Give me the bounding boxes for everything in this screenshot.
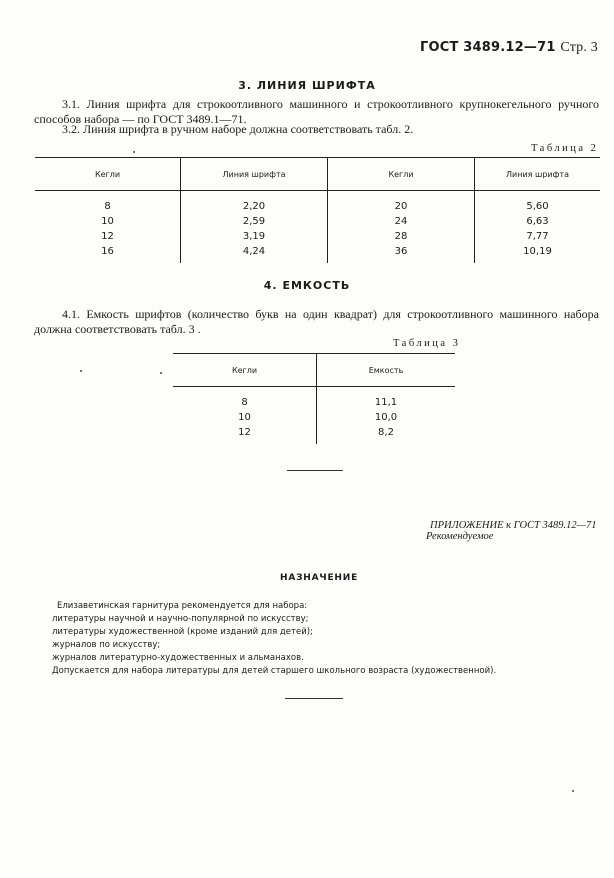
purpose-line: литературы художественной (кроме изданий для детей); [52,627,313,637]
table-cell: 16 [101,246,114,257]
table-row [35,244,600,263]
purpose-title: НАЗНАЧЕНИЕ [280,573,359,583]
table-cell: 11,1 [317,387,456,411]
table-cell: 6,63 [475,214,601,229]
purpose-line: журналов по искусству; [52,640,161,650]
scan-speck [160,372,162,374]
table-row [173,410,455,425]
table-2 [35,157,600,263]
purpose-line: Елизаветинская гарнитура рекомендуется для набора: [57,601,308,611]
table-3-caption: Таблица 3 [393,338,461,349]
table-cell: 4,24 [181,244,328,263]
column-header: Кегли [173,354,317,387]
section-4-title: 4. ЕМКОСТЬ [263,279,351,292]
table-cell: 2,20 [181,191,328,215]
table-row [173,425,455,444]
table-cell: 10,0 [317,410,456,425]
table-cell: 8,2 [317,425,456,444]
page-header [420,40,598,56]
scan-speck [572,790,574,792]
page-number: Стр. 3 [560,40,598,55]
column-header: Кегли [328,158,475,191]
table-cell: 5,60 [475,191,601,215]
table-cell: 3,19 [181,229,328,244]
table-cell: 12 [101,231,114,242]
table-cell: 20 [328,191,475,215]
table-row [35,214,600,229]
table-cell: 8 [104,201,111,212]
table-2-caption: Таблица 2 [531,143,599,154]
scan-speck [133,151,135,153]
separator-rule [285,698,343,699]
standard-number: ГОСТ 3489.12—71 [420,40,556,55]
table-2-header-row [35,158,600,191]
table-cell: 10,19 [475,244,601,263]
table-3 [173,353,455,444]
table-cell: 24 [328,214,475,229]
table-cell: 10 [101,216,114,227]
table-cell: 8 [241,397,248,408]
table-cell: 12 [238,427,251,438]
table-cell: 2,59 [181,214,328,229]
table-3-header-row [173,354,455,387]
purpose-line: литературы научной и научно-популярной по искусству; [52,614,309,624]
appendix-title: ПРИЛОЖЕНИЕ к ГОСТ 3489.12—71 [430,520,597,531]
column-header: Линия шрифта [181,158,328,191]
column-header: Емкость [317,354,456,387]
purpose-line: Допускается для набора литературы для детей старшего школьного возраста (художественной). [52,666,497,676]
section-3-paragraph-1: 3.1. Линия шрифта для строкоотливного машинного и строкоотливного крупнокегельного ручного способов набора — по ГОСТ 3489.1—71. [34,97,599,126]
appendix-note: Рекомендуемое [426,531,494,542]
section-3-paragraph-2: 3.2. Линия шрифта в ручном наборе должна соответствовать табл. 2. [62,122,414,136]
purpose-line: журналов литературно-художественных и альманахов. [52,653,304,663]
section-3-title: 3. ЛИНИЯ ШРИФТА [238,79,376,92]
column-header: Кегли [35,158,181,191]
column-header: Линия шрифта [475,158,601,191]
table-cell: 28 [328,229,475,244]
scan-speck [80,370,82,372]
purpose-list [52,600,572,678]
table-cell: 36 [328,244,475,263]
table-row [173,387,455,411]
table-cell: 10 [238,412,251,423]
section-4-paragraph-1: 4.1. Емкость шрифтов (количество букв на один квадрат) для строкоотливного машинного набора должна соответствовать табл. 3 . [34,307,599,336]
table-row [35,191,600,215]
table-cell: 7,77 [475,229,601,244]
separator-rule [287,470,343,471]
table-row [35,229,600,244]
